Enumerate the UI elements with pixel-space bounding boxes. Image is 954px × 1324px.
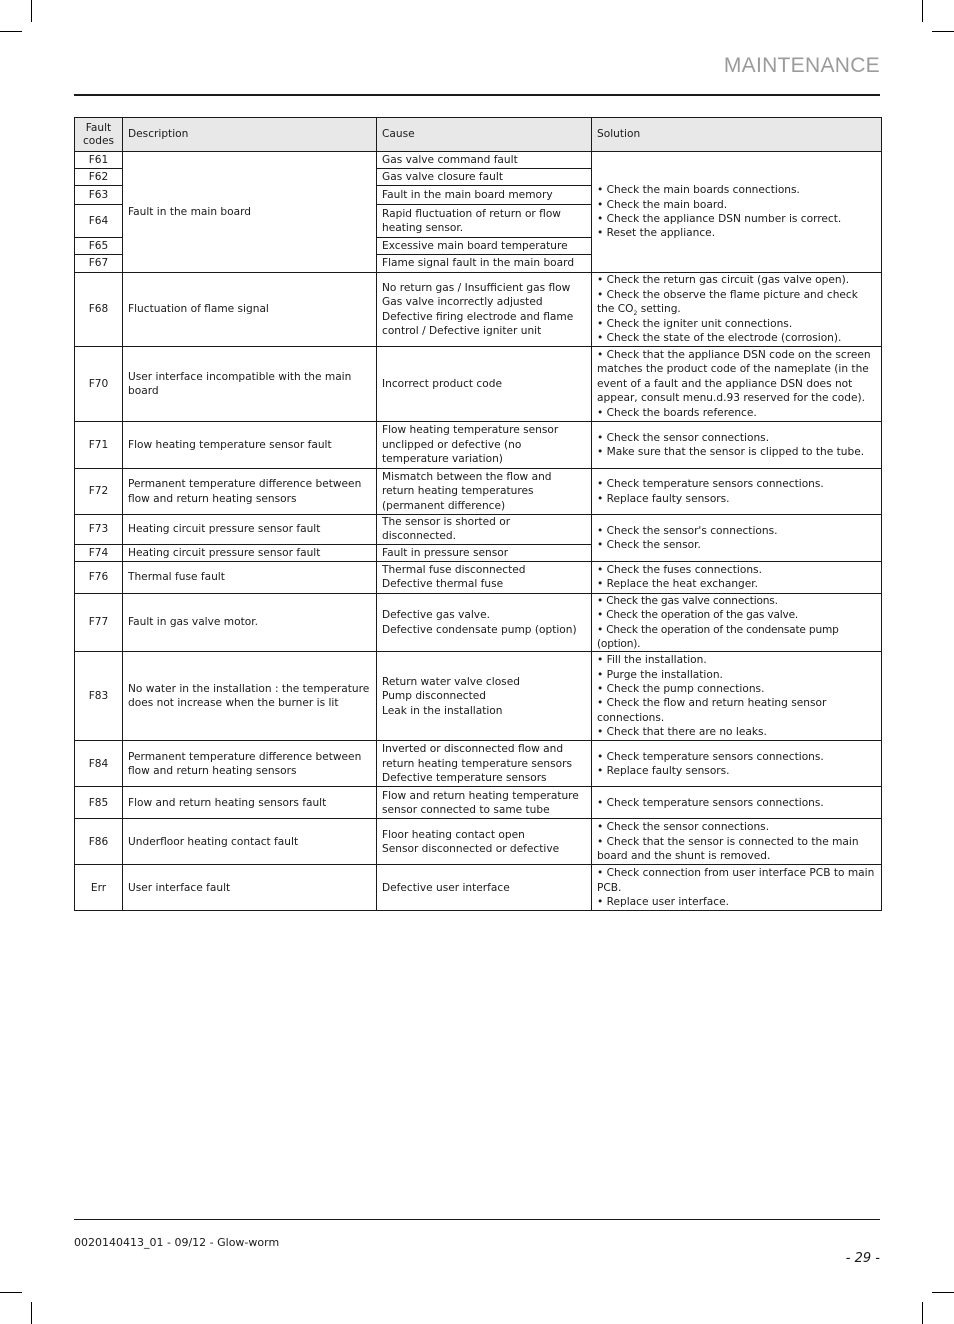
- fault-cause: [377, 469, 592, 515]
- crop-mark: [922, 0, 923, 22]
- solution-line: • Check the gas valve connections.: [597, 594, 778, 607]
- fault-cause: [377, 819, 592, 865]
- fault-solution: [592, 273, 882, 347]
- cause-line: Sensor disconnected or defective: [382, 842, 560, 855]
- cause-line: Defective user interface: [382, 881, 510, 894]
- solution-line: • Check temperature sensors connections.: [597, 796, 824, 809]
- solution-line: • Check the main boards connections.: [597, 184, 800, 197]
- solution-line: • Check the pump connections.: [597, 683, 765, 696]
- header-description: Description: [123, 118, 377, 152]
- fault-description: Heating circuit pressure sensor fault: [123, 544, 377, 561]
- solution-line: • Make sure that the sensor is clipped to the tube.: [597, 446, 865, 458]
- table-row: [75, 152, 882, 169]
- fault-description: Thermal fuse fault: [123, 561, 377, 593]
- solution-line: • Check the fuses connections.: [597, 563, 762, 576]
- fault-cause: [377, 593, 592, 652]
- fault-code: F85: [75, 787, 123, 819]
- solution-line: • Check the state of the electrode (corrosion).: [597, 332, 842, 345]
- table-row: [75, 515, 882, 545]
- solution-line: • Check that there are no leaks.: [597, 726, 767, 739]
- solution-text: • Check the observe the flame picture and check the CO: [597, 288, 858, 316]
- crop-mark: [31, 0, 32, 22]
- solution-line: • Check the boards reference.: [597, 406, 757, 419]
- cause-line: Leak in the installation: [382, 704, 503, 717]
- cause-line: Floor heating contact open: [382, 828, 525, 841]
- fault-code: F83: [75, 652, 123, 741]
- fault-solution: [592, 741, 882, 787]
- table-row: [75, 819, 882, 865]
- fault-cause: Excessive main board temperature: [377, 238, 592, 255]
- solution-line: • Check the operation of the condensate pump (option).: [597, 623, 839, 651]
- table-row: [75, 741, 882, 787]
- fault-code: F74: [75, 544, 123, 561]
- cause-line: Inverted or disconnected flow and return heating temperature sensors: [382, 743, 572, 770]
- table-row: [75, 561, 882, 593]
- solution-line: • Check the main board.: [597, 198, 728, 211]
- fault-cause: [377, 865, 592, 911]
- cause-line: Incorrect product code: [382, 377, 502, 390]
- cause-line: No return gas / Insufficient gas flow: [382, 281, 571, 294]
- fault-cause: [377, 422, 592, 469]
- document-reference: 0020140413_01 - 09/12 - Glow-worm: [74, 1236, 280, 1249]
- solution-line: [597, 288, 876, 317]
- fault-solution: [592, 422, 882, 469]
- fault-code: F76: [75, 561, 123, 593]
- fault-cause: [377, 347, 592, 422]
- cause-line: Defective gas valve.: [382, 609, 490, 622]
- fault-cause: The sensor is shorted or disconnected.: [377, 515, 592, 545]
- fault-description: Permanent temperature difference between flow and return heating sensors: [123, 741, 377, 787]
- cause-line: Defective firing electrode and flame control / Defective igniter unit: [382, 310, 574, 337]
- fault-description: Fluctuation of flame signal: [123, 273, 377, 347]
- crop-mark: [0, 1292, 22, 1293]
- fault-code: F84: [75, 741, 123, 787]
- solution-line: • Check that the appliance DSN code on the screen matches the product code of the nameplate (in the event of a fault and the appliance DSN does not appear, consult menu.d.93 reserved for the code).: [597, 348, 871, 405]
- fault-codes-table: [74, 117, 882, 911]
- solution-line: • Check temperature sensors connections.: [597, 750, 824, 763]
- cause-line: Flow heating temperature sensor unclipped or defective (no temperature variation): [382, 424, 559, 466]
- table-row: [75, 652, 882, 741]
- solution-line: • Check the sensor connections.: [597, 431, 770, 444]
- table-row: [75, 865, 882, 911]
- section-title: MAINTENANCE: [723, 54, 880, 77]
- cause-line: Defective condensate pump (option): [382, 623, 577, 636]
- fault-description: Fault in gas valve motor.: [123, 593, 377, 652]
- cause-line: Pump disconnected: [382, 690, 486, 703]
- fault-solution: [592, 865, 882, 911]
- fault-solution: [592, 152, 882, 273]
- solution-line: • Replace the heat exchanger.: [597, 578, 759, 591]
- fault-cause: Gas valve command fault: [377, 152, 592, 169]
- solution-text: setting.: [637, 303, 681, 316]
- table-row: [75, 787, 882, 819]
- fault-code: F71: [75, 422, 123, 469]
- fault-solution: [592, 469, 882, 515]
- cause-line: Defective thermal fuse: [382, 578, 504, 591]
- fault-cause: Flame signal fault in the main board: [377, 255, 592, 273]
- solution-line: • Reset the appliance.: [597, 227, 716, 240]
- solution-line: • Check connection from user interface PCB to main PCB.: [597, 867, 875, 894]
- solution-line: • Check the sensor's connections.: [597, 524, 778, 537]
- header-fault-codes: Fault codes: [75, 118, 123, 152]
- fault-cause: Rapid fluctuation of return or flow heating sensor.: [377, 205, 592, 238]
- header-solution: Solution: [592, 118, 882, 152]
- fault-solution: [592, 347, 882, 422]
- fault-cause: [377, 787, 592, 819]
- fault-description: User interface fault: [123, 865, 377, 911]
- solution-line: • Check the operation of the gas valve.: [597, 609, 799, 622]
- crop-mark: [932, 31, 954, 32]
- footer-rule: [74, 1219, 880, 1220]
- fault-code: F65: [75, 238, 123, 255]
- fault-code: Err: [75, 865, 123, 911]
- fault-description: Flow and return heating sensors fault: [123, 787, 377, 819]
- cause-line: Thermal fuse disconnected: [382, 563, 526, 576]
- fault-solution: [592, 561, 882, 593]
- table-row: [75, 593, 882, 652]
- solution-line: • Replace faulty sensors.: [597, 764, 730, 777]
- fault-description: User interface incompatible with the main board: [123, 347, 377, 422]
- solution-line: • Fill the installation.: [597, 654, 707, 667]
- fault-code: F62: [75, 169, 123, 186]
- table-row: [75, 273, 882, 347]
- fault-code: F61: [75, 152, 123, 169]
- fault-description: No water in the installation : the temperature does not increase when the burner is lit: [123, 652, 377, 741]
- crop-mark: [932, 1292, 954, 1293]
- cause-line: Return water valve closed: [382, 675, 520, 688]
- crop-mark: [31, 1302, 32, 1324]
- fault-code: F73: [75, 515, 123, 545]
- fault-description: Permanent temperature difference between flow and return heating sensors: [123, 469, 377, 515]
- fault-code: F77: [75, 593, 123, 652]
- fault-cause: Gas valve closure fault: [377, 169, 592, 186]
- fault-cause: Fault in pressure sensor: [377, 544, 592, 561]
- fault-code: F67: [75, 255, 123, 273]
- solution-line: • Check the return gas circuit (gas valve open).: [597, 274, 850, 287]
- subscript: 2: [633, 310, 638, 318]
- solution-line: • Purge the installation.: [597, 668, 723, 681]
- fault-solution: [592, 652, 882, 741]
- table-row: [75, 347, 882, 422]
- solution-line: • Check the sensor.: [597, 538, 701, 551]
- solution-line: • Check the sensor connections.: [597, 821, 770, 834]
- fault-solution: [592, 515, 882, 562]
- fault-description: Heating circuit pressure sensor fault: [123, 515, 377, 545]
- solution-line: • Check the flow and return heating sensor connections.: [597, 697, 827, 724]
- solution-line: • Check the igniter unit connections.: [597, 317, 793, 330]
- fault-cause: [377, 741, 592, 787]
- fault-cause: Fault in the main board memory: [377, 186, 592, 205]
- solution-line: • Check that the sensor is connected to the main board and the shunt is removed.: [597, 835, 859, 863]
- fault-code: F68: [75, 273, 123, 347]
- cause-line: Defective temperature sensors: [382, 772, 547, 785]
- table-row: [75, 422, 882, 469]
- fault-code: F64: [75, 205, 123, 238]
- table-row: [75, 469, 882, 515]
- fault-code: F72: [75, 469, 123, 515]
- solution-line: • Check the appliance DSN number is correct.: [597, 213, 842, 225]
- fault-code: F63: [75, 186, 123, 205]
- fault-cause: [377, 561, 592, 593]
- solution-line: • Check temperature sensors connections.: [597, 478, 824, 491]
- fault-description: Flow heating temperature sensor fault: [123, 422, 377, 469]
- fault-cause: [377, 273, 592, 347]
- cause-line: Gas valve incorrectly adjusted: [382, 296, 543, 309]
- fault-code: F70: [75, 347, 123, 422]
- page-number: - 29 -: [845, 1251, 880, 1266]
- crop-mark: [922, 1302, 923, 1324]
- cause-line: Flow and return heating temperature sensor connected to same tube: [382, 789, 579, 816]
- fault-solution: [592, 593, 882, 652]
- header-rule: [74, 94, 880, 96]
- header-cause: Cause: [377, 118, 592, 152]
- crop-mark: [0, 31, 22, 32]
- solution-line: • Replace user interface.: [597, 896, 729, 909]
- fault-solution: [592, 787, 882, 819]
- fault-cause: [377, 652, 592, 741]
- fault-description: Underfloor heating contact fault: [123, 819, 377, 865]
- fault-solution: [592, 819, 882, 865]
- table-header-row: [75, 118, 882, 152]
- fault-code: F86: [75, 819, 123, 865]
- fault-description: Fault in the main board: [123, 152, 377, 273]
- solution-line: • Replace faulty sensors.: [597, 492, 730, 505]
- cause-line: Mismatch between the flow and return heating temperatures (permanent difference): [382, 470, 552, 512]
